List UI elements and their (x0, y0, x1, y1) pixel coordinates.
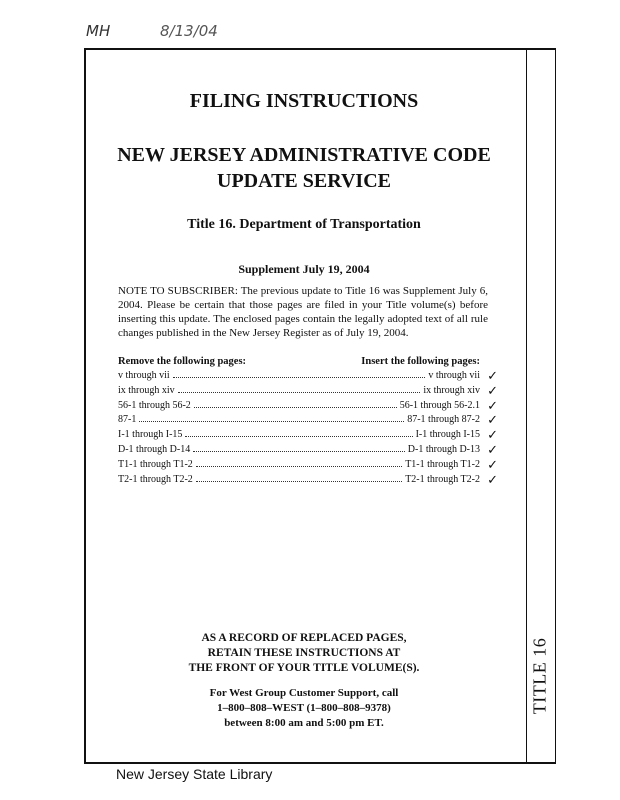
check-mark-icon: ✓ (487, 383, 498, 399)
remove-pages: I-1 through I-15 (118, 429, 183, 441)
dot-leader (139, 421, 404, 422)
remove-pages: T2-1 through T2-2 (118, 473, 193, 485)
record-notice-line3: THE FRONT OF YOUR TITLE VOLUME(S). (188, 662, 420, 674)
record-notice-line2: RETAIN THESE INSTRUCTIONS AT (207, 647, 401, 659)
code-title (84, 142, 524, 194)
insert-pages: v through vii (428, 370, 480, 381)
table-row (118, 472, 498, 489)
check-mark-icon: ✓ (487, 398, 498, 414)
dot-leader (173, 377, 426, 378)
table-row (118, 428, 498, 444)
handwritten-date: 8/13/04 (160, 22, 218, 40)
supplement-date: Supplement July 19, 2004 (238, 262, 370, 276)
note-to-subscriber: NOTE TO SUBSCRIBER: The previous update to Title 16 was Supplement July 6, 2004. Please be certain that those pages are filed in your Title volume(s) before inserting this update. The enclosed pages contain the legally adopted text of all rule changes published in the New Jersey Register as of July 19, 2004. (118, 285, 488, 339)
table-row (118, 398, 498, 415)
check-mark-icon: ✓ (487, 428, 498, 444)
record-notice-line1: AS A RECORD OF REPLACED PAGES, (201, 632, 407, 644)
table-row (118, 369, 498, 385)
record-notice (84, 631, 524, 676)
remove-header: Remove the following pages: (118, 356, 247, 367)
remove-pages: ix through xiv (118, 384, 175, 396)
support-phone: 1–800–808–WEST (1–800–808–9378) (217, 702, 391, 714)
pages-table-header (118, 356, 480, 370)
handwritten-initials: MH (86, 22, 111, 40)
customer-support (84, 686, 524, 731)
insert-pages: T1-1 through T1-2 (405, 458, 480, 470)
dot-leader (193, 451, 405, 452)
filing-instructions-heading: FILING INSTRUCTIONS (189, 90, 419, 112)
check-mark-icon: ✓ (487, 472, 498, 488)
table-row (118, 457, 498, 474)
code-title-line2: UPDATE SERVICE (217, 170, 391, 192)
table-row (118, 383, 498, 400)
support-hours: between 8:00 am and 5:00 pm ET. (224, 717, 384, 729)
code-title-line1: NEW JERSEY ADMINISTRATIVE CODE (117, 144, 491, 166)
insert-header: Insert the following pages: (361, 356, 480, 367)
title-tab-label: TITLE 16 (529, 637, 550, 715)
insert-pages: D-1 through D-13 (407, 443, 480, 455)
check-mark-icon: ✓ (487, 369, 498, 384)
dot-leader (185, 436, 412, 437)
table-row (118, 413, 498, 429)
dot-leader (178, 392, 421, 393)
insert-pages: ix through xiv (423, 384, 480, 396)
check-mark-icon: ✓ (487, 457, 498, 473)
table-row (118, 442, 498, 459)
check-mark-icon: ✓ (487, 413, 498, 429)
insert-pages: I-1 through I-15 (415, 429, 480, 441)
check-mark-icon: ✓ (487, 442, 498, 458)
remove-pages: T1-1 through T1-2 (118, 458, 193, 470)
insert-pages: 56-1 through 56-2.1 (399, 399, 480, 411)
insert-pages: T2-1 through T2-2 (405, 473, 480, 485)
insert-pages: 87-1 through 87-2 (407, 414, 480, 426)
support-line1: For West Group Customer Support, call (209, 687, 399, 699)
library-stamp: New Jersey State Library (116, 766, 273, 782)
dot-leader (196, 466, 402, 467)
remove-pages: 56-1 through 56-2 (118, 399, 191, 411)
title-line: Title 16. Department of Transportation (187, 217, 421, 232)
remove-pages: 87-1 (118, 414, 137, 426)
remove-pages: v through vii (118, 370, 170, 381)
dot-leader (196, 481, 402, 482)
dot-leader (194, 407, 397, 408)
pages-table (118, 369, 498, 488)
remove-pages: D-1 through D-14 (118, 443, 191, 455)
